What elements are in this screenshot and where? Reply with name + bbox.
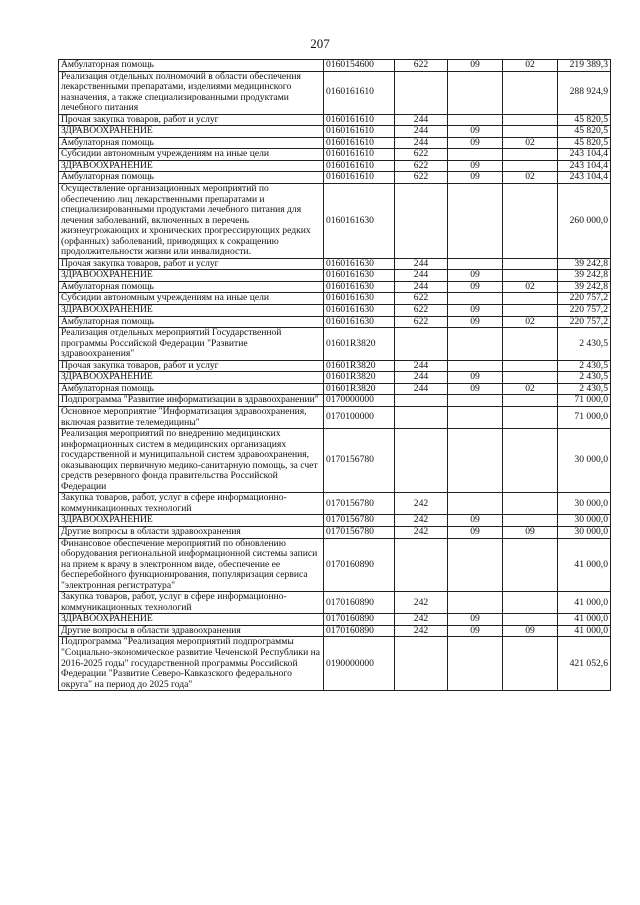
row-csr-cell: 01601R3820: [324, 372, 395, 384]
row-rz-cell: 09: [448, 60, 503, 72]
row-sum-cell: 41 000,0: [558, 538, 611, 592]
row-csr-cell: 0160161630: [324, 316, 395, 328]
row-pr-cell: [503, 149, 558, 161]
table-row: [59, 526, 611, 538]
row-sum-cell: 71 000,0: [558, 395, 611, 407]
row-csr-cell: 0170156780: [324, 429, 395, 493]
row-name-cell: Осуществление организационных мероприятий по обеспечению лиц лекарственными препаратами и специализированными продуктами лечебного питания для лечения заболеваний, включенных в перечень жизнеугрожающих и хронических прогрессирующих редких (орфанных) заболеваний, приводящих к сокращению продолжительности жизни или инвалидности.: [59, 184, 324, 259]
row-sum-cell: 30 000,0: [558, 515, 611, 527]
row-name-cell: ЗДРАВООХРАНЕНИЕ: [59, 305, 324, 317]
table-row: [59, 71, 611, 114]
row-name-cell: Прочая закупка товаров, работ и услуг: [59, 360, 324, 372]
row-sum-cell: 2 430,5: [558, 360, 611, 372]
row-pr-cell: [503, 395, 558, 407]
row-vr-cell: 244: [395, 383, 448, 395]
table-row: [59, 258, 611, 270]
table-row: [59, 538, 611, 592]
table-row: [59, 625, 611, 637]
table-row: [59, 281, 611, 293]
table-row: [59, 270, 611, 282]
row-rz-cell: [448, 149, 503, 161]
row-pr-cell: [503, 360, 558, 372]
table-row: [59, 383, 611, 395]
budget-table: [58, 59, 611, 691]
row-sum-cell: 243 104,4: [558, 149, 611, 161]
row-name-cell: ЗДРАВООХРАНЕНИЕ: [59, 270, 324, 282]
row-pr-cell: [503, 305, 558, 317]
row-csr-cell: 0170000000: [324, 395, 395, 407]
row-csr-cell: 0170160890: [324, 614, 395, 626]
row-sum-cell: 39 242,8: [558, 258, 611, 270]
row-sum-cell: 41 000,0: [558, 625, 611, 637]
row-sum-cell: 2 430,5: [558, 328, 611, 361]
row-name-cell: Основное мероприятие "Информатизация здравоохранения, включая развитие телемедицины": [59, 406, 324, 428]
row-sum-cell: 2 430,5: [558, 383, 611, 395]
row-vr-cell: [395, 328, 448, 361]
row-csr-cell: 0170160890: [324, 538, 395, 592]
row-pr-cell: 09: [503, 625, 558, 637]
row-pr-cell: [503, 515, 558, 527]
row-csr-cell: 0160154600: [324, 60, 395, 72]
row-name-cell: ЗДРАВООХРАНЕНИЕ: [59, 126, 324, 138]
row-sum-cell: 41 000,0: [558, 614, 611, 626]
row-csr-cell: 0160161610: [324, 137, 395, 149]
row-vr-cell: [395, 406, 448, 428]
row-vr-cell: 622: [395, 316, 448, 328]
row-name-cell: Субсидии автономным учреждениям на иные цели: [59, 149, 324, 161]
table-row: [59, 126, 611, 138]
row-vr-cell: 622: [395, 172, 448, 184]
table-row: [59, 60, 611, 72]
row-sum-cell: 45 820,5: [558, 126, 611, 138]
row-vr-cell: 244: [395, 258, 448, 270]
row-pr-cell: [503, 184, 558, 259]
row-pr-cell: 02: [503, 60, 558, 72]
row-vr-cell: 244: [395, 137, 448, 149]
row-rz-cell: 09: [448, 137, 503, 149]
row-vr-cell: 242: [395, 614, 448, 626]
row-vr-cell: 244: [395, 126, 448, 138]
row-csr-cell: 01601R3820: [324, 360, 395, 372]
row-rz-cell: 09: [448, 372, 503, 384]
row-rz-cell: [448, 71, 503, 114]
row-pr-cell: [503, 114, 558, 126]
table-row: [59, 160, 611, 172]
row-rz-cell: 09: [448, 126, 503, 138]
table-row: [59, 406, 611, 428]
row-pr-cell: [503, 538, 558, 592]
table-row: [59, 614, 611, 626]
row-vr-cell: 622: [395, 149, 448, 161]
row-csr-cell: 0170100000: [324, 406, 395, 428]
row-vr-cell: 242: [395, 625, 448, 637]
row-csr-cell: 0160161630: [324, 281, 395, 293]
row-vr-cell: 244: [395, 270, 448, 282]
row-name-cell: ЗДРАВООХРАНЕНИЕ: [59, 614, 324, 626]
row-rz-cell: 09: [448, 614, 503, 626]
table-row: [59, 114, 611, 126]
row-vr-cell: 622: [395, 160, 448, 172]
row-csr-cell: 0160161630: [324, 305, 395, 317]
row-name-cell: Амбулаторная помощь: [59, 172, 324, 184]
row-rz-cell: 09: [448, 316, 503, 328]
row-pr-cell: 02: [503, 137, 558, 149]
row-name-cell: Реализация отдельных полномочий в области обеспечения лекарственными препаратами, изделиями медицинского назначения, а также специализированными продуктами лечебного питания: [59, 71, 324, 114]
row-name-cell: Субсидии автономным учреждениям на иные цели: [59, 293, 324, 305]
row-csr-cell: 0160161610: [324, 172, 395, 184]
row-sum-cell: 243 104,4: [558, 172, 611, 184]
row-csr-cell: 01601R3820: [324, 383, 395, 395]
row-sum-cell: 220 757,2: [558, 316, 611, 328]
row-rz-cell: [448, 429, 503, 493]
row-name-cell: Закупка товаров, работ, услуг в сфере информационно-коммуникационных технологий: [59, 493, 324, 515]
row-name-cell: Прочая закупка товаров, работ и услуг: [59, 258, 324, 270]
table-row: [59, 515, 611, 527]
table-row: [59, 429, 611, 493]
row-rz-cell: [448, 406, 503, 428]
row-rz-cell: [448, 293, 503, 305]
row-vr-cell: [395, 71, 448, 114]
row-rz-cell: [448, 592, 503, 614]
row-sum-cell: 220 757,2: [558, 305, 611, 317]
row-name-cell: Закупка товаров, работ, услуг в сфере информационно-коммуникационных технологий: [59, 592, 324, 614]
row-vr-cell: 242: [395, 515, 448, 527]
row-rz-cell: [448, 538, 503, 592]
row-vr-cell: [395, 637, 448, 691]
row-csr-cell: 0170156780: [324, 515, 395, 527]
row-rz-cell: 09: [448, 526, 503, 538]
row-vr-cell: 622: [395, 293, 448, 305]
table-row: [59, 592, 611, 614]
row-name-cell: ЗДРАВООХРАНЕНИЕ: [59, 372, 324, 384]
row-csr-cell: 0160161610: [324, 149, 395, 161]
row-rz-cell: 09: [448, 270, 503, 282]
row-name-cell: Подпрограмма "Реализация мероприятий подпрограммы "Социально-экономическое развитие Чеченской Республики на 2016-2025 годы" государственной программы Российской Федерации "Развитие Северо-Кавказского федерального округа" на период до 2025 года": [59, 637, 324, 691]
page-number: 207: [310, 36, 330, 51]
row-vr-cell: 622: [395, 60, 448, 72]
row-sum-cell: 219 389,3: [558, 60, 611, 72]
row-rz-cell: 09: [448, 383, 503, 395]
row-vr-cell: [395, 429, 448, 493]
row-vr-cell: [395, 184, 448, 259]
row-sum-cell: 39 242,8: [558, 281, 611, 293]
row-vr-cell: 244: [395, 281, 448, 293]
row-name-cell: Амбулаторная помощь: [59, 383, 324, 395]
row-name-cell: Амбулаторная помощь: [59, 281, 324, 293]
row-vr-cell: 242: [395, 493, 448, 515]
row-csr-cell: 0160161610: [324, 71, 395, 114]
row-pr-cell: [503, 258, 558, 270]
row-vr-cell: 244: [395, 372, 448, 384]
row-csr-cell: 0190000000: [324, 637, 395, 691]
row-pr-cell: [503, 160, 558, 172]
table-row: [59, 316, 611, 328]
table-row: [59, 328, 611, 361]
row-rz-cell: [448, 360, 503, 372]
table-row: [59, 395, 611, 407]
row-name-cell: Другие вопросы в области здравоохранения: [59, 526, 324, 538]
row-pr-cell: [503, 126, 558, 138]
row-sum-cell: 288 924,9: [558, 71, 611, 114]
row-csr-cell: 0160161630: [324, 258, 395, 270]
row-rz-cell: [448, 184, 503, 259]
row-sum-cell: 421 052,6: [558, 637, 611, 691]
row-pr-cell: 02: [503, 316, 558, 328]
row-rz-cell: [448, 637, 503, 691]
table-row: [59, 305, 611, 317]
table-row: [59, 293, 611, 305]
row-vr-cell: 242: [395, 592, 448, 614]
row-vr-cell: 622: [395, 305, 448, 317]
row-csr-cell: 0170156780: [324, 493, 395, 515]
row-name-cell: Амбулаторная помощь: [59, 60, 324, 72]
table-row: [59, 172, 611, 184]
table-row: [59, 637, 611, 691]
row-name-cell: ЗДРАВООХРАНЕНИЕ: [59, 515, 324, 527]
row-pr-cell: [503, 270, 558, 282]
row-rz-cell: 09: [448, 172, 503, 184]
table-row: [59, 149, 611, 161]
row-rz-cell: [448, 258, 503, 270]
row-name-cell: Другие вопросы в области здравоохранения: [59, 625, 324, 637]
table-row: [59, 372, 611, 384]
row-pr-cell: [503, 429, 558, 493]
row-pr-cell: [503, 493, 558, 515]
row-name-cell: ЗДРАВООХРАНЕНИЕ: [59, 160, 324, 172]
row-rz-cell: [448, 493, 503, 515]
row-rz-cell: 09: [448, 625, 503, 637]
budget-table-body: [59, 60, 611, 691]
row-vr-cell: [395, 395, 448, 407]
row-pr-cell: [503, 328, 558, 361]
row-csr-cell: 0160161610: [324, 126, 395, 138]
row-sum-cell: 45 820,5: [558, 114, 611, 126]
row-sum-cell: 30 000,0: [558, 526, 611, 538]
table-row: [59, 184, 611, 259]
row-vr-cell: 244: [395, 114, 448, 126]
row-rz-cell: 09: [448, 160, 503, 172]
row-rz-cell: [448, 114, 503, 126]
row-sum-cell: 30 000,0: [558, 493, 611, 515]
row-rz-cell: [448, 328, 503, 361]
row-rz-cell: 09: [448, 515, 503, 527]
row-vr-cell: 244: [395, 360, 448, 372]
row-pr-cell: 09: [503, 526, 558, 538]
row-vr-cell: 242: [395, 526, 448, 538]
row-pr-cell: [503, 637, 558, 691]
row-sum-cell: 41 000,0: [558, 592, 611, 614]
row-pr-cell: 02: [503, 172, 558, 184]
row-pr-cell: 02: [503, 383, 558, 395]
row-sum-cell: 2 430,5: [558, 372, 611, 384]
row-name-cell: Реализация мероприятий по внедрению медицинских информационных систем в медицинских организациях государственной и муниципальной систем здравоохранения, оказывающих первичную медико-санитарную помощь, за счет средств резервного фонда правительства Российской Федерации: [59, 429, 324, 493]
row-csr-cell: 0160161610: [324, 160, 395, 172]
row-csr-cell: 0170160890: [324, 625, 395, 637]
row-csr-cell: 0160161630: [324, 270, 395, 282]
row-rz-cell: 09: [448, 305, 503, 317]
row-vr-cell: [395, 538, 448, 592]
row-sum-cell: 71 000,0: [558, 406, 611, 428]
row-pr-cell: [503, 592, 558, 614]
row-name-cell: Амбулаторная помощь: [59, 137, 324, 149]
row-name-cell: Прочая закупка товаров, работ и услуг: [59, 114, 324, 126]
row-csr-cell: 0160161610: [324, 114, 395, 126]
row-csr-cell: 0170160890: [324, 592, 395, 614]
table-row: [59, 360, 611, 372]
row-name-cell: Амбулаторная помощь: [59, 316, 324, 328]
row-sum-cell: 39 242,8: [558, 270, 611, 282]
row-csr-cell: 01601R3820: [324, 328, 395, 361]
row-csr-cell: 0160161630: [324, 184, 395, 259]
row-sum-cell: 260 000,0: [558, 184, 611, 259]
row-name-cell: Подпрограмма "Развитие информатизации в здравоохранении": [59, 395, 324, 407]
row-pr-cell: [503, 293, 558, 305]
row-pr-cell: 02: [503, 281, 558, 293]
row-pr-cell: [503, 71, 558, 114]
row-rz-cell: [448, 395, 503, 407]
table-row: [59, 137, 611, 149]
row-csr-cell: 0160161630: [324, 293, 395, 305]
table-row: [59, 493, 611, 515]
row-pr-cell: [503, 372, 558, 384]
row-rz-cell: 09: [448, 281, 503, 293]
row-sum-cell: 30 000,0: [558, 429, 611, 493]
row-sum-cell: 220 757,2: [558, 293, 611, 305]
row-csr-cell: 0170156780: [324, 526, 395, 538]
row-pr-cell: [503, 614, 558, 626]
row-sum-cell: 45 820,5: [558, 137, 611, 149]
row-sum-cell: 243 104,4: [558, 160, 611, 172]
row-pr-cell: [503, 406, 558, 428]
row-name-cell: Реализация отдельных мероприятий Государственной программы Российской Федерации "Развитие здравоохранения": [59, 328, 324, 361]
row-name-cell: Финансовое обеспечение мероприятий по обновлению оборудования региональной информационной системы записи на прием к врачу в электронном виде, обеспечение ее бесперебойного функционирования, популяризация сервиса "электронная регистратура": [59, 538, 324, 592]
